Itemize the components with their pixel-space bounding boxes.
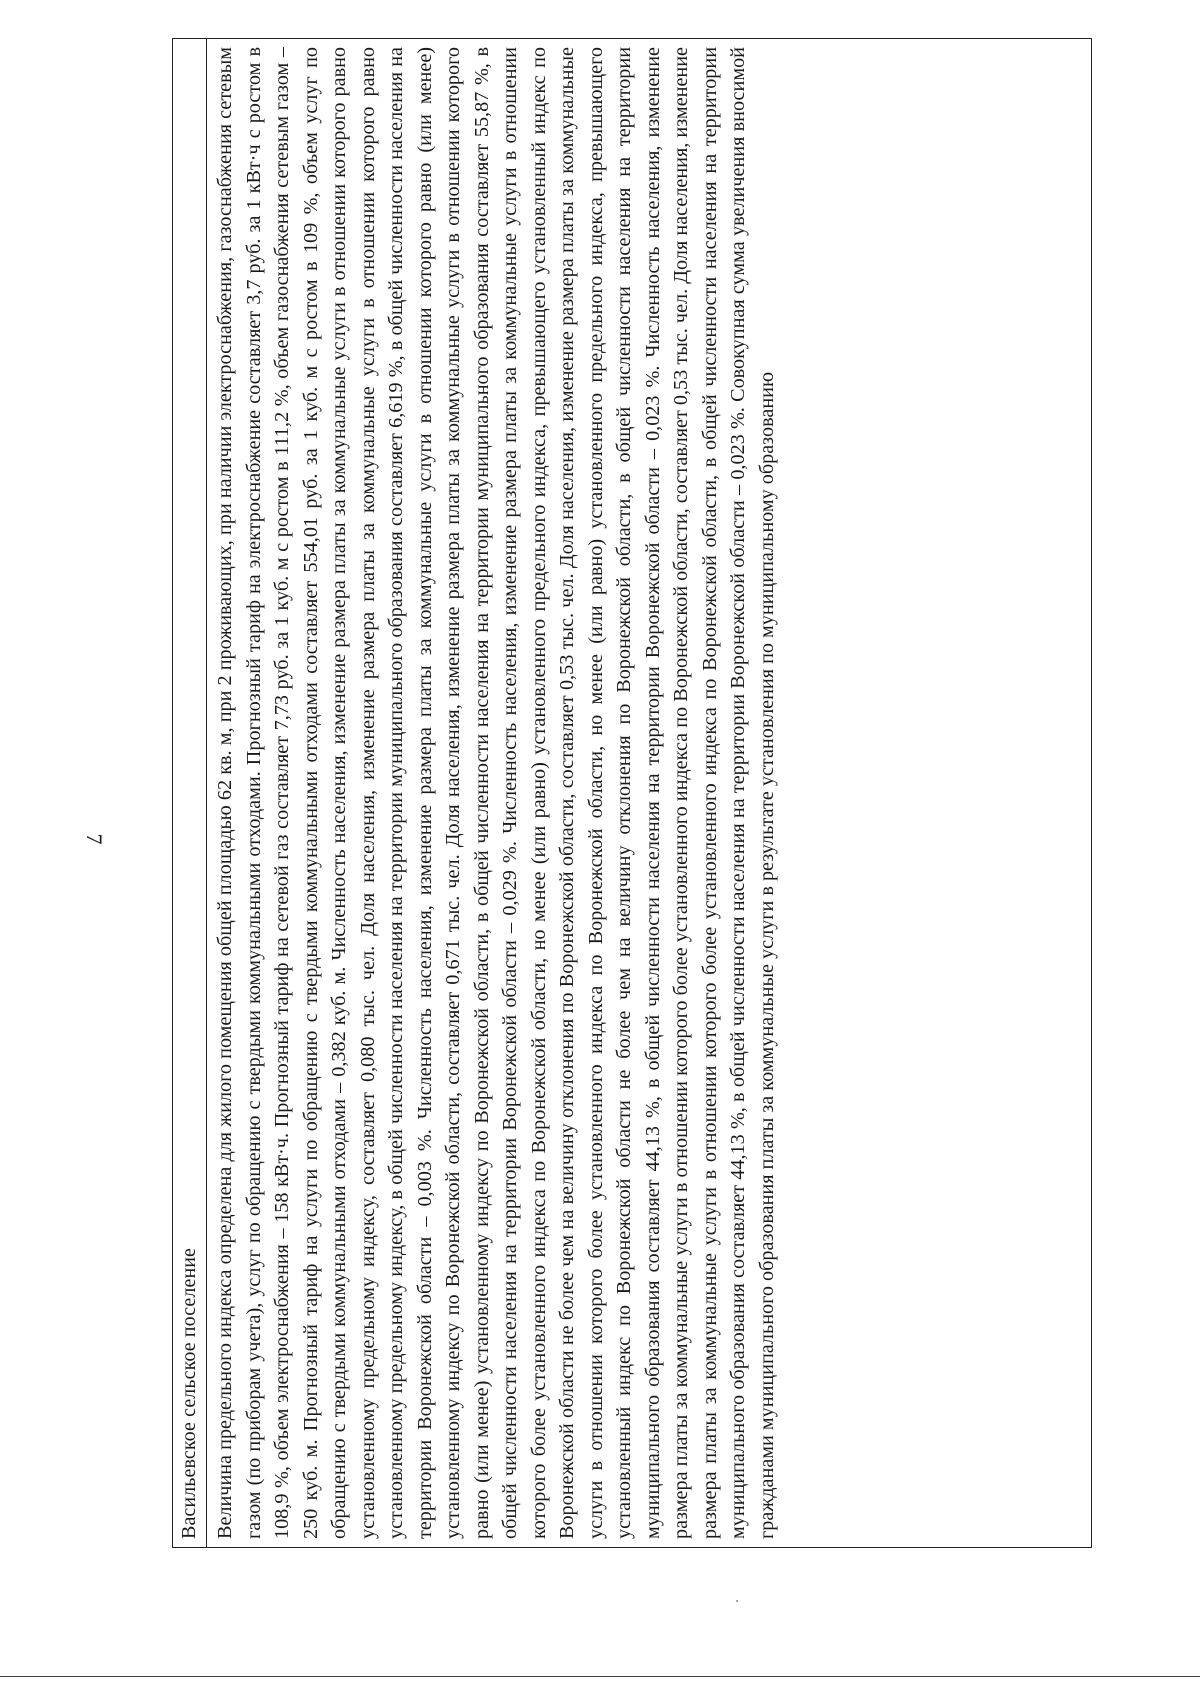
- settlement-name-cell: [173, 39, 207, 1547]
- settlement-table: [172, 38, 1092, 1548]
- scan-speck: [736, 1600, 738, 1602]
- page-number: 7: [82, 833, 107, 845]
- page-bottom-rule: [0, 1676, 1200, 1677]
- description-text: Величина предельного индекса определена для жилого помещения общей площадью 62 кв. м, при 2 проживающих, при наличии электроснабжения, газоснабжения сетевым газом (по приборам учета), услуг по обращению с твердыми коммунальными отходами. Прогнозный тариф на электроснабжение составляет 3,7 руб. за 1 кВт·ч с ростом в 108,9 %, объем электроснабжения – 158 кВт·ч. Прогнозный тариф на сетевой газ составляет 7,73 руб. за 1 куб. м с ростом в 111,2 %, объем газоснабжения сетевым газом – 250 куб. м. Прогнозный тариф на услуги по обращению с твердыми коммунальными отходами составляет 554,01 руб. за 1 куб. м с ростом в 109 %, объем услуг по обращению с твердыми коммунальными отходами – 0,382 куб. м. Численность населения, изменение размера платы за коммунальные услуги в отношении которого равно установленному предельному индексу, составляет 0,080 тыс. чел. Доля населения, изменение размера платы за коммунальные услуги в отношении которого равно установленному предельному индексу, в общей численности населения на территории муниципального образования составляет 6,619 %, в общей численности населения на территории Воронежской области – 0,003 %. Численность населения, изменение размера платы за коммунальные услуги в отношении которого равно (или менее) установленному индексу по Воронежской области, составляет 0,671 тыс. чел. Доля населения, изменение размера платы за коммунальные услуги в отношении которого равно (или менее) установленному индексу по Воронежской области, в общей численности населения на территории муниципального образования составляет 55,87 %, в общей численности населения на территории Воронежской области – 0,029 %. Численность населения, изменение размера платы за коммунальные услуги в отношении которого более установленного индекса по Воронежской области, но менее (или равно) установленного предельного индекса, превышающего установленный индекс по Воронежской области не более чем на величину отклонения по Воронежской области, составляет 0,53 тыс. чел. Доля населения, изменение размера платы за коммунальные услуги в отношении которого более установленного индекса по Воронежской области, но менее (или равно) установленного предельного индекса, превышающего установленный индекс по Воронежской области не более чем на величину отклонения по Воронежской области, в общей численности населения на территории муниципального образования составляет 44,13 %, в общей численности населения на территории Воронежской области – 0,023 %. Численность населения, изменение размера платы за коммунальные услуги в отношении которого более установленного индекса по Воронежской области, составляет 0,53 тыс. чел. Доля населения, изменение размера платы за коммунальные услуги в отношении которого более установленного индекса по Воронежской области, в общей численности населения на территории муниципального образования составляет 44,13 %, в общей численности населения на территории Воронежской области – 0,023 %. Совокупная сумма увеличения вносимой гражданами муниципального образования платы за коммунальные услуги в результате установления по муниципальному образованию: [214, 47, 778, 1539]
- description-cell: [207, 39, 1091, 1547]
- settlement-name: Васильевское сельское поселение: [178, 1247, 200, 1539]
